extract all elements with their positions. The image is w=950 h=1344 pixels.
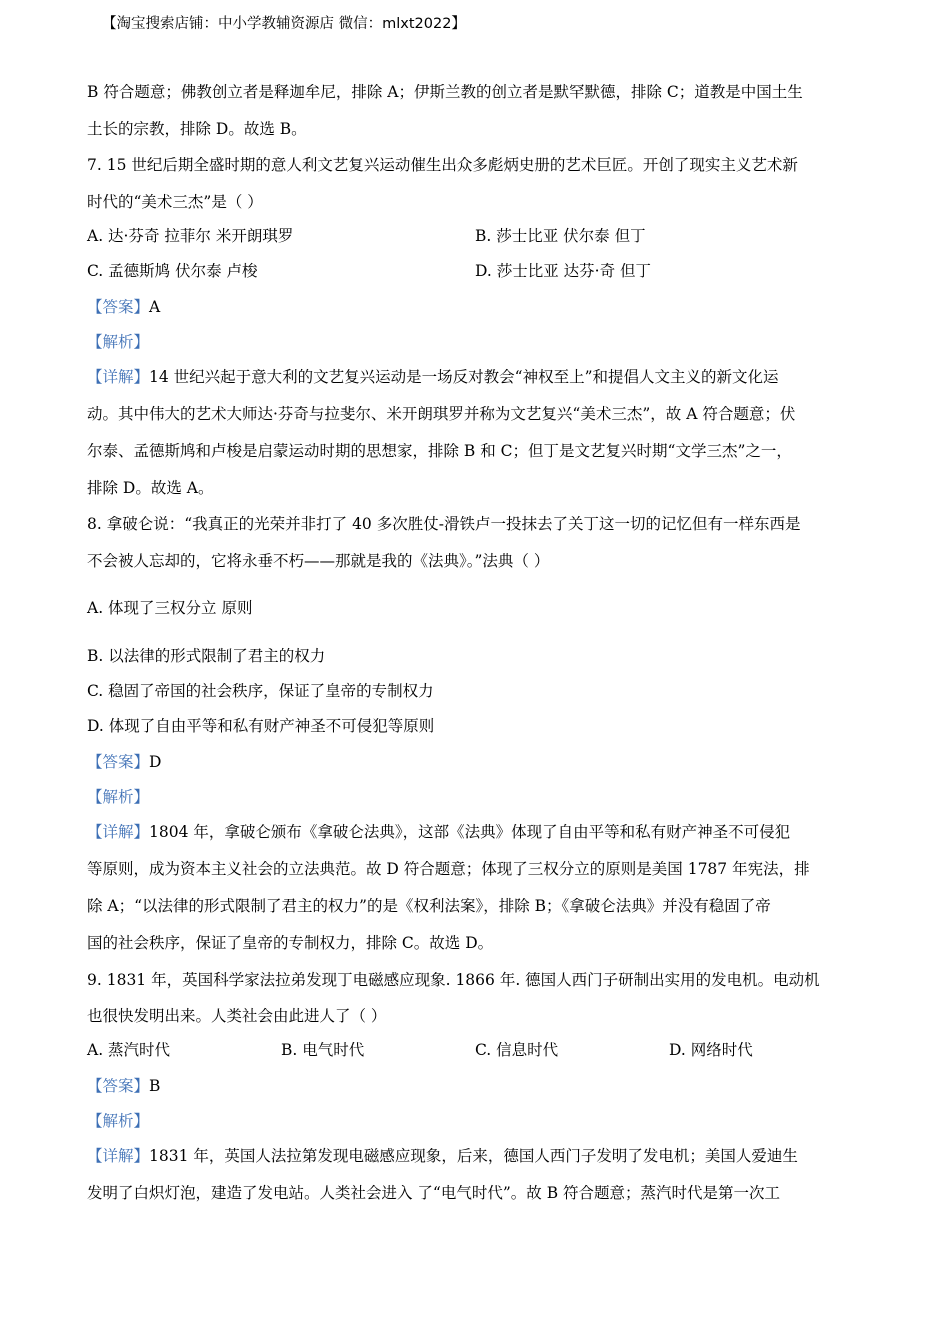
q8-detail-line-2: 等原则，成为资本主义社会的立法典范。故 D 符合题意；体现了三权分立的原则是美国 1787 年宪法，排: [87, 860, 810, 878]
q7-option-c: C. 孟德斯鸠 伏尔泰 卢梭: [87, 262, 258, 280]
q9-answer: [87, 1076, 160, 1096]
prev-analysis-line-1: B 符合题意；佛教创立者是释迦牟尼，排除 A；伊斯兰教的创立者是默罕默德，排除 C；道教是中国土生: [87, 83, 803, 101]
q7-detail-line-3: 尔泰、孟德斯鸠和卢梭是启蒙运动时期的思想家，排除 B 和 C；但丁是文艺复兴时期“文学三杰”之一，: [87, 442, 792, 460]
q7-option-a: A. 达·芬奇 拉菲尔 米开朗琪罗: [87, 227, 294, 245]
q8-option-d: D. 体现了自由平等和私有财产神圣不可侵犯等原则: [87, 717, 435, 735]
detail-label: 【详解】: [87, 368, 150, 386]
q8-detail-line-3: 除 A；“以法律的形式限制了君主的权力”的是《权利法案》，排除 B；《拿破仑法典》并没有稳固了帝: [87, 897, 771, 915]
q8-option-a: A. 体现了三权分立 原则: [87, 599, 253, 617]
answer-label: 【答案】: [87, 1077, 150, 1095]
q7-option-d: D. 莎士比亚 达芬·奇 但丁: [475, 262, 652, 280]
page-header: 【淘宝搜索店铺：中小学教辅资源店 微信：mlxt2022】: [102, 16, 466, 32]
q9-detail-line-1: [87, 1146, 798, 1166]
q7-detail-line-1: [87, 367, 779, 387]
q8-analysis-label: 【解析】: [87, 788, 150, 806]
q7-stem-line-1: 7. 15 世纪后期全盛时期的意人利文艺复兴运动催生出众多彪炳史册的艺术巨匠。开创了现实主义艺术新: [87, 156, 798, 174]
q8-option-b: B. 以法律的形式限制了君主的权力: [87, 647, 326, 665]
q8-stem-line-1: 8. 拿破仑说：“我真正的光荣并非打了 40 多次胜仗-滑铁卢一投抹去了关丁这一切的记忆但有一样东西是: [87, 515, 801, 533]
q7-option-b: B. 莎士比亚 伏尔泰 但丁: [475, 227, 646, 245]
q9-stem-line-1: 9. 1831 年，英国科学家法拉弟发现丁电磁感应现象. 1866 年. 德国人西门子研制出实用的发电机。电动机: [87, 971, 820, 989]
answer-label: 【答案】: [87, 298, 150, 316]
q8-detail-line-4: 国的社会秩序，保证了皇帝的专制权力，排除 C。故选 D。: [87, 934, 494, 952]
detail-label: 【详解】: [87, 823, 150, 841]
answer-value: A: [149, 298, 161, 316]
q7-answer: [87, 297, 160, 317]
detail-label: 【详解】: [87, 1147, 150, 1165]
q9-option-c: C. 信息时代: [475, 1041, 559, 1059]
q7-analysis-label: 【解析】: [87, 333, 150, 351]
prev-analysis-line-2: 土长的宗教，排除 D。故选 B。: [87, 120, 307, 138]
q8-option-c: C. 稳固了帝国的社会秩序，保证了皇帝的专制权力: [87, 682, 434, 700]
q9-analysis-label: 【解析】: [87, 1112, 150, 1130]
q7-detail-line-2: 动。其中伟大的艺术大师达·芬奇与拉斐尔、米开朗琪罗并称为文艺复兴“美术三杰”，故 A 符合题意；伏: [87, 405, 796, 423]
answer-value: B: [149, 1077, 161, 1095]
q9-detail-line-2: 发明了白炽灯泡，建造了发电站。人类社会进入 了“电气时代”。故 B 符合题意；蒸汽时代是第一次工: [87, 1184, 781, 1202]
q8-stem-line-2: 不会被人忘却的，它将永垂不朽——那就是我的《法典》。”法典（ ）: [87, 552, 550, 570]
detail-text: 14 世纪兴起于意大利的文艺复兴运动是一场反对教会“神权至上”和提倡人文主义的新文化运: [149, 368, 779, 386]
q9-stem-line-2: 也很快发明出来。人类社会由此进人了（ ）: [87, 1007, 387, 1025]
q9-option-b: B. 电气时代: [281, 1041, 365, 1059]
detail-text: 1831 年，英国人法拉第发现电磁感应现象，后来，德国人西门子发明了发电机；美国人爱迪生: [149, 1147, 798, 1165]
q9-option-a: A. 蒸汽时代: [87, 1041, 171, 1059]
q7-stem-line-2: 时代的“美术三杰”是（ ）: [87, 193, 263, 211]
answer-label: 【答案】: [87, 753, 150, 771]
q8-answer: [87, 752, 161, 772]
q9-option-d: D. 网络时代: [669, 1041, 753, 1059]
q7-detail-line-4: 排除 D。故选 A。: [87, 479, 214, 497]
detail-text: 1804 年，拿破仑颁布《拿破仑法典》，这部《法典》体现了自由平等和私有财产神圣不可侵犯: [149, 823, 791, 841]
answer-value: D: [149, 753, 162, 771]
q8-detail-line-1: [87, 822, 790, 842]
